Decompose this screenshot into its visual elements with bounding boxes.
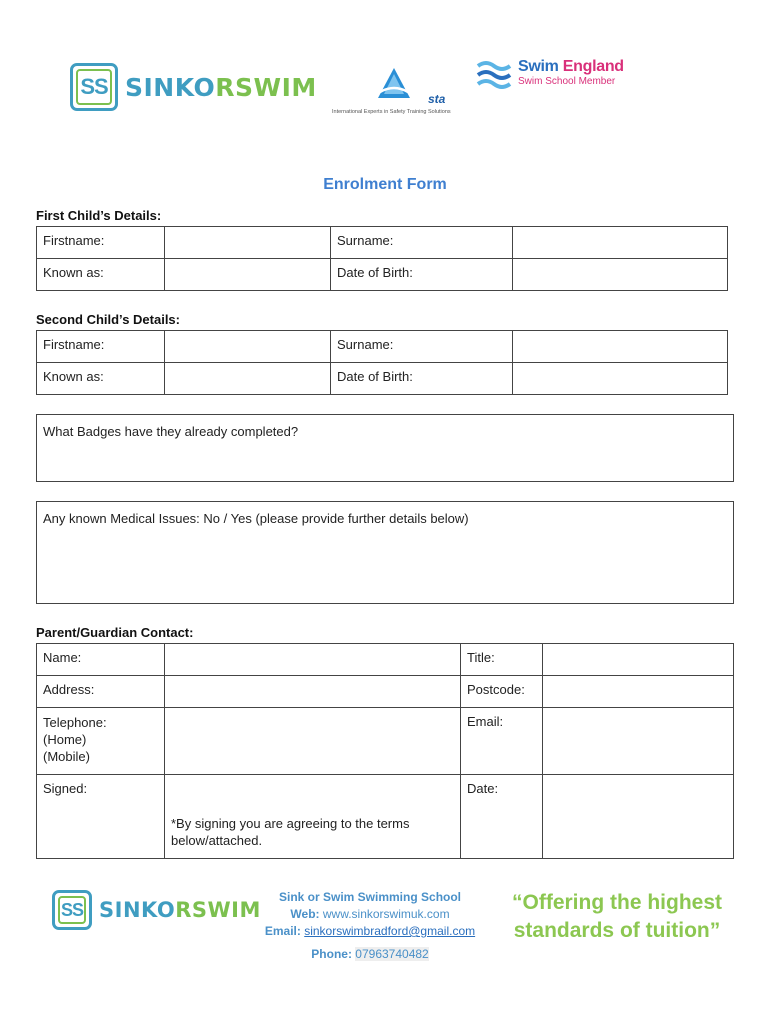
footer-email-line — [232, 923, 508, 940]
first-child-dob-field[interactable] — [513, 259, 728, 291]
footer-contact-info — [232, 889, 508, 963]
parent-email-field[interactable] — [543, 708, 734, 775]
parent-date-label: Date: — [461, 775, 543, 859]
first-child-known-as-field[interactable] — [165, 259, 331, 291]
first-child-firstname-field[interactable] — [165, 227, 331, 259]
sta-tagline: International Experts in Safety Training Solutions — [332, 109, 451, 115]
medical-question: Any known Medical Issues: No / Yes (please provide further details below) — [43, 511, 469, 526]
parent-signature-field[interactable] — [165, 775, 461, 859]
parent-signed-label: Signed: — [37, 775, 165, 859]
signing-note-line1: *By signing you are agreeing to the terms — [171, 816, 410, 831]
parent-address-label: Address: — [37, 676, 165, 708]
footer-web-line — [232, 906, 508, 923]
signing-note-line2: below/attached. — [171, 833, 263, 848]
footer-brand-part1: SINKO — [99, 898, 176, 922]
first-child-known-as-label: Known as: — [37, 259, 165, 291]
medical-box[interactable] — [36, 501, 734, 604]
first-child-heading: First Child’s Details: — [36, 208, 162, 223]
parent-telephone-field[interactable] — [165, 708, 461, 775]
parent-postcode-field[interactable] — [543, 676, 734, 708]
swim-england-logo — [476, 58, 624, 94]
footer-sinkorswim-logo — [52, 890, 261, 930]
second-child-dob-field[interactable] — [513, 363, 728, 395]
footer-brand-part2: RSWIM — [175, 898, 261, 922]
second-child-firstname-field[interactable] — [165, 331, 331, 363]
footer-quote-line1: “Offering the highest — [512, 891, 722, 914]
badges-question: What Badges have they already completed? — [43, 424, 299, 439]
parent-address-field[interactable] — [165, 676, 461, 708]
footer-school-name: Sink or Swim Swimming School — [278, 890, 462, 904]
first-child-surname-label: Surname: — [331, 227, 513, 259]
parent-name-label: Name: — [37, 644, 165, 676]
swim-england-part1: Swim — [518, 58, 559, 75]
parent-email-label: Email: — [461, 708, 543, 775]
signing-note — [171, 815, 409, 849]
parent-date-field[interactable] — [543, 775, 734, 859]
footer-email-link[interactable]: sinkorswimbradford@gmail.com — [304, 924, 476, 938]
footer-email-label: Email: — [264, 924, 301, 938]
footer-ss-logo-text: SS — [60, 899, 83, 920]
footer-phone-number[interactable]: 07963740482 — [355, 947, 429, 961]
footer-phone-label: Phone: — [311, 947, 352, 961]
badges-box[interactable] — [36, 414, 734, 482]
parent-telephone-label — [37, 708, 165, 775]
footer-phone-line — [232, 946, 508, 963]
second-child-firstname-label: Firstname: — [37, 331, 165, 363]
second-child-known-as-label: Known as: — [37, 363, 165, 395]
sta-triangle-icon — [374, 66, 414, 102]
footer-quote-line2: standards of tuition” — [513, 919, 721, 942]
swim-england-title — [518, 58, 624, 76]
second-child-table — [36, 330, 728, 395]
footer-web-label: Web: — [290, 907, 320, 921]
parent-table — [36, 643, 734, 859]
first-child-table — [36, 226, 728, 291]
swim-england-wave-icon — [476, 58, 514, 94]
footer-quote — [494, 889, 740, 945]
second-child-surname-field[interactable] — [513, 331, 728, 363]
swim-england-subtitle: Swim School Member — [518, 76, 616, 87]
second-child-known-as-field[interactable] — [165, 363, 331, 395]
parent-postcode-label: Postcode: — [461, 676, 543, 708]
sta-wordmark: sta — [428, 92, 446, 106]
second-child-heading: Second Child’s Details: — [36, 312, 180, 327]
second-child-dob-label: Date of Birth: — [331, 363, 513, 395]
ss-logo-mark — [70, 63, 118, 111]
mobile-label: (Mobile) — [43, 749, 90, 764]
second-child-surname-label: Surname: — [331, 331, 513, 363]
first-child-surname-field[interactable] — [513, 227, 728, 259]
swim-england-part2: England — [562, 58, 624, 75]
form-title: Enrolment Form — [323, 176, 447, 193]
parent-heading: Parent/Guardian Contact: — [36, 625, 194, 640]
home-label: (Home) — [43, 732, 87, 747]
ss-logo-text: SS — [80, 74, 108, 99]
sinkorswim-wordmark — [125, 73, 317, 102]
parent-title-label: Title: — [461, 644, 543, 676]
first-child-dob-label: Date of Birth: — [331, 259, 513, 291]
brand-part1: SINKO — [125, 72, 216, 102]
parent-title-field[interactable] — [543, 644, 734, 676]
footer-ss-logo-mark — [52, 890, 92, 930]
parent-name-field[interactable] — [165, 644, 461, 676]
telephone-label: Telephone: — [43, 715, 107, 730]
brand-part2: RSWIM — [215, 72, 317, 102]
sinkorswim-logo — [70, 63, 317, 111]
footer-web-link[interactable]: www.sinkorswimuk.com — [322, 907, 450, 921]
first-child-firstname-label: Firstname: — [37, 227, 165, 259]
